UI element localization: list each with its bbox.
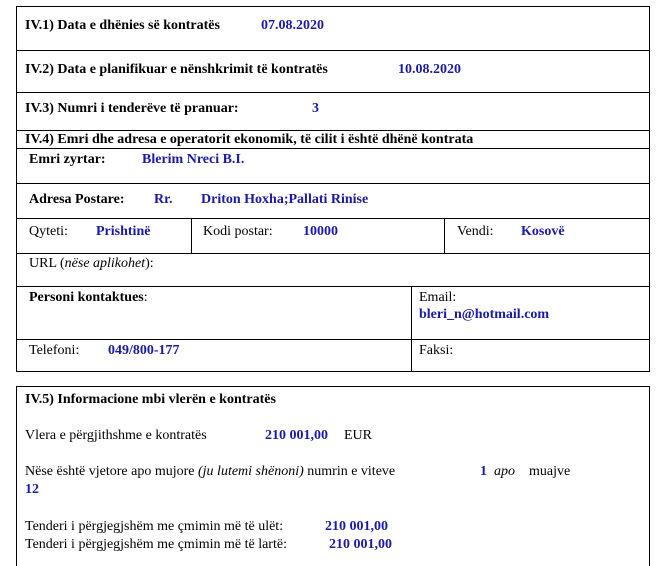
url-label: URL (nëse aplikohet):	[29, 256, 154, 271]
lowest-price-value: 210 001,00	[325, 519, 388, 534]
award-date-value: 07.08.2020	[261, 18, 324, 33]
total-value-amount: 210 001,00	[265, 428, 328, 443]
lowest-price-label: Tenderi i përgjegjshëm me çmimin më të ulët:	[25, 519, 284, 534]
section-iv1-label: IV.1) Data e dhënies së kontratës	[25, 18, 220, 33]
country-value: Kosovë	[521, 224, 565, 239]
months-value: 12	[25, 482, 39, 497]
highest-price-label: Tenderi i përgjegjshëm me çmimin më të lartë:	[25, 537, 287, 552]
postal-address-label: Adresa Postare:	[29, 192, 125, 207]
city-value: Prishtinë	[96, 224, 151, 239]
phone-value: 049/800-177	[108, 343, 180, 358]
city-divider	[191, 219, 192, 253]
official-name-row	[17, 148, 649, 183]
url-row	[17, 253, 649, 286]
official-name-label: Emri zyrtar:	[29, 152, 106, 167]
postal-address-row	[17, 183, 649, 218]
highest-price-value: 210 001,00	[329, 537, 392, 552]
section-iv1	[17, 7, 649, 50]
apo-label: apo	[494, 464, 515, 479]
section-iv3	[17, 92, 649, 130]
months-label: muajve	[529, 464, 571, 479]
contact-row	[17, 286, 649, 339]
annual-monthly-label: Nëse është vjetore apo mujore (ju lutemi shënoni) numrin e viteve	[25, 464, 396, 479]
official-name-value: Blerim Nreci B.I.	[142, 152, 245, 167]
total-value-currency: EUR	[344, 428, 372, 443]
section-iv3-label: IV.3) Numri i tenderëve të pranuar:	[25, 101, 239, 116]
total-value-label: Vlera e përgjithshme e kontratës	[25, 428, 207, 443]
city-label: Qyteti:	[29, 224, 68, 239]
postal-code-value: 10000	[303, 224, 338, 239]
postal-code-label: Kodi postar:	[203, 224, 273, 239]
contract-award-box	[16, 6, 650, 372]
section-iv2	[17, 50, 649, 92]
phone-divider	[411, 340, 412, 372]
contact-person-label: Personi kontaktues:	[29, 290, 148, 305]
postal-address-street-prefix: Rr.	[154, 192, 173, 207]
section-iv4-label: IV.4) Emri dhe adresa e operatorit ekonomik, të cilit i është dhënë kontrata	[25, 132, 474, 147]
postal-code-divider	[444, 219, 445, 253]
signing-date-value: 10.08.2020	[398, 62, 461, 77]
country-label: Vendi:	[457, 224, 494, 239]
section-iv4-header	[17, 130, 649, 148]
years-value: 1	[480, 464, 487, 479]
section-iv2-label: IV.2) Data e planifikuar e nënshkrimit të kontratës	[25, 62, 328, 77]
phone-label: Telefoni:	[29, 343, 80, 358]
tender-count-value: 3	[312, 101, 319, 116]
contact-divider	[411, 287, 412, 339]
postal-address-value: Driton Hoxha;Pallati Rinise	[201, 192, 369, 207]
phone-row	[17, 339, 649, 372]
contract-value-box	[16, 386, 650, 566]
email-value: bleri_n@hotmail.com	[419, 307, 550, 322]
fax-label: Faksi:	[419, 343, 454, 358]
email-label: Email:	[419, 290, 457, 305]
city-row	[17, 218, 649, 253]
section-iv5-label: IV.5) Informacione mbi vlerën e kontratës	[25, 392, 276, 407]
